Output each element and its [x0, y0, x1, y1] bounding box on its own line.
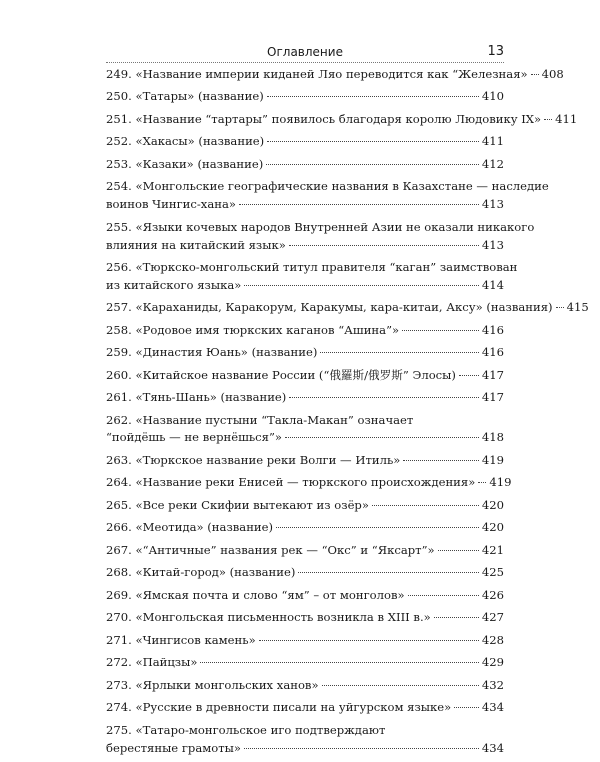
- dot-leader: [408, 595, 479, 596]
- toc-entry[interactable]: [106, 474, 512, 492]
- dot-leader: [478, 482, 486, 483]
- toc-entry[interactable]: [106, 367, 504, 385]
- toc-entry[interactable]: [106, 699, 504, 717]
- dot-leader: [200, 662, 478, 663]
- dot-leader: [244, 285, 479, 286]
- dot-leader: [531, 74, 539, 75]
- toc-entry[interactable]: [106, 219, 535, 255]
- toc-page-number[interactable]: 408: [541, 67, 564, 81]
- toc-entry-text: 271. «Чингисов камень»: [106, 632, 256, 647]
- toc-entry-text: 273. «Ярлыки монгольских ханов»: [106, 677, 319, 692]
- toc-page-number[interactable]: 426: [481, 587, 504, 602]
- toc-page-number[interactable]: 420: [481, 497, 504, 512]
- toc-page-number[interactable]: 419: [489, 475, 512, 490]
- toc-entry[interactable]: [106, 587, 504, 605]
- table-of-contents: [106, 66, 589, 762]
- toc-page-number[interactable]: 416: [481, 345, 504, 360]
- toc-entry-text: воинов Чингис-хана»: [106, 197, 236, 212]
- dot-leader: [459, 375, 479, 376]
- toc-entry[interactable]: [106, 322, 504, 340]
- toc-entry[interactable]: [106, 156, 504, 174]
- toc-page-number[interactable]: 429: [481, 655, 504, 670]
- toc-entry-text: 258. «Родовое имя тюркских каганов “Ашина”»: [106, 322, 400, 337]
- toc-entry-text: 254. «Монгольские географические названия в Казахстане — наследие: [106, 179, 549, 194]
- dot-leader: [544, 119, 552, 120]
- toc-page-number[interactable]: 420: [481, 520, 504, 535]
- toc-page-number[interactable]: 411: [555, 111, 578, 126]
- toc-page-number[interactable]: 413: [481, 197, 504, 212]
- toc-entry[interactable]: [106, 632, 504, 650]
- toc-entry[interactable]: [106, 564, 504, 582]
- toc-page-number[interactable]: 416: [481, 322, 504, 337]
- toc-entry-text: 270. «Монгольская письменность возникла в XIII в.»: [106, 610, 431, 625]
- toc-page-number[interactable]: 414: [481, 277, 504, 292]
- toc-entry[interactable]: [106, 111, 578, 129]
- toc-entry-text: 269. «Ямская почта и слово “ям” – от монголов»: [106, 587, 405, 602]
- toc-entry[interactable]: [106, 66, 564, 84]
- toc-entry-text: 263. «Тюркское название реки Волги — Итиль»: [106, 452, 401, 467]
- dot-leader: [267, 141, 479, 142]
- toc-entry-text: 274. «Русские в древности писали на уйгурском языке»: [106, 700, 452, 715]
- toc-entry-text: 250. «Татары» (название): [106, 89, 264, 104]
- toc-entry[interactable]: [106, 677, 504, 695]
- toc-entry-text: из китайского языка»: [106, 277, 242, 292]
- toc-page-number[interactable]: 412: [481, 156, 504, 171]
- toc-entry-text: берестяные грамоты»: [106, 740, 241, 755]
- toc-page-number[interactable]: 432: [481, 677, 504, 692]
- dot-leader: [289, 245, 479, 246]
- dot-leader: [434, 617, 479, 618]
- dot-leader: [320, 352, 479, 353]
- toc-entry-text: 265. «Все реки Скифии вытекают из озёр»: [106, 497, 369, 512]
- toc-entry-text: 268. «Китай-город» (название): [106, 565, 296, 580]
- toc-entry-text: 262. «Название пустыни “Такла-Макан” означает: [106, 412, 414, 427]
- toc-entry[interactable]: [106, 609, 504, 627]
- toc-entry[interactable]: [106, 88, 504, 106]
- toc-entry-text: 261. «Тянь-Шань» (название): [106, 390, 287, 405]
- toc-page-number[interactable]: 425: [481, 565, 504, 580]
- running-head-title: Оглавление: [267, 45, 343, 59]
- toc-page-number[interactable]: 418: [481, 430, 504, 445]
- dot-leader: [259, 640, 479, 641]
- toc-entry[interactable]: [106, 452, 504, 470]
- toc-entry[interactable]: [106, 299, 589, 317]
- dot-leader: [402, 330, 479, 331]
- page-number: 13: [487, 44, 504, 59]
- toc-page-number[interactable]: 410: [481, 89, 504, 104]
- toc-entry[interactable]: [106, 133, 504, 151]
- toc-entry[interactable]: [106, 412, 504, 448]
- toc-entry[interactable]: [106, 344, 504, 362]
- toc-entry-text: 253. «Казаки» (название): [106, 156, 264, 171]
- toc-entry-text: “пойдёшь — не вернёшься”»: [106, 430, 283, 445]
- dot-leader: [556, 307, 564, 308]
- page-header: [106, 40, 504, 63]
- toc-entry-text: 267. «“Античные” названия рек — “Окс” и “Яксарт”»: [106, 542, 435, 557]
- toc-entry[interactable]: [106, 389, 504, 407]
- toc-page-number[interactable]: 415: [566, 300, 589, 315]
- dot-leader: [239, 204, 479, 205]
- toc-entry-text: 272. «Пайцзы»: [106, 655, 198, 670]
- toc-entry-text: 260. «Китайское название России (“俄羅斯/俄罗斯” Элосы): [106, 367, 456, 382]
- toc-entry-text: 255. «Языки кочевых народов Внутренней Азии не оказали никакого: [106, 219, 535, 234]
- dot-leader: [289, 397, 479, 398]
- toc-entry[interactable]: [106, 722, 504, 758]
- dot-leader: [266, 164, 479, 165]
- toc-page-number[interactable]: 413: [481, 237, 504, 252]
- toc-page-number[interactable]: 411: [481, 134, 504, 149]
- toc-page-number[interactable]: 428: [481, 632, 504, 647]
- toc-entry-text: 252. «Хакасы» (название): [106, 134, 265, 149]
- toc-page-number[interactable]: 434: [481, 740, 504, 755]
- dot-leader: [372, 505, 479, 506]
- toc-entry-text: 257. «Караханиды, Каракорум, Каракумы, кара-китаи, Аксу» (названия): [106, 300, 553, 315]
- dot-leader: [267, 96, 479, 97]
- dot-leader: [276, 527, 479, 528]
- toc-entry[interactable]: [106, 654, 504, 672]
- toc-entry-text: 264. «Название реки Енисей — тюркского происхождения»: [106, 475, 476, 490]
- toc-entry-text: 249. «Название империи киданей Ляо переводится как “Железная»: [106, 67, 528, 81]
- toc-entry[interactable]: [106, 259, 518, 295]
- toc-page-number[interactable]: 417: [481, 367, 504, 382]
- dot-leader: [285, 437, 479, 438]
- toc-entry[interactable]: [106, 497, 504, 515]
- toc-page-number[interactable]: 434: [481, 700, 504, 715]
- dot-leader: [322, 685, 479, 686]
- toc-entry-text: 266. «Меотида» (название): [106, 520, 274, 535]
- dot-leader: [438, 550, 479, 551]
- toc-page-number[interactable]: 427: [481, 610, 504, 625]
- toc-entry[interactable]: [106, 178, 549, 214]
- toc-entry-text: влияния на китайский язык»: [106, 237, 286, 252]
- toc-entry-text: 275. «Татаро-монгольское иго подтверждают: [106, 722, 386, 737]
- toc-entry[interactable]: [106, 542, 504, 560]
- toc-page-number[interactable]: 421: [481, 542, 504, 557]
- toc-entry[interactable]: [106, 519, 504, 537]
- toc-page-number[interactable]: 417: [481, 390, 504, 405]
- dot-leader: [298, 572, 478, 573]
- toc-entry-text: 256. «Тюркско-монгольский титул правителя “каган” заимствован: [106, 259, 518, 274]
- toc-entry-text: 251. «Название “тартары” появилось благодаря королю Людовику IX»: [106, 111, 542, 126]
- dot-leader: [403, 460, 479, 461]
- toc-page-number[interactable]: 419: [481, 452, 504, 467]
- dot-leader: [454, 707, 479, 708]
- dot-leader: [244, 748, 479, 749]
- toc-entry-text: 259. «Династия Юань» (название): [106, 345, 318, 360]
